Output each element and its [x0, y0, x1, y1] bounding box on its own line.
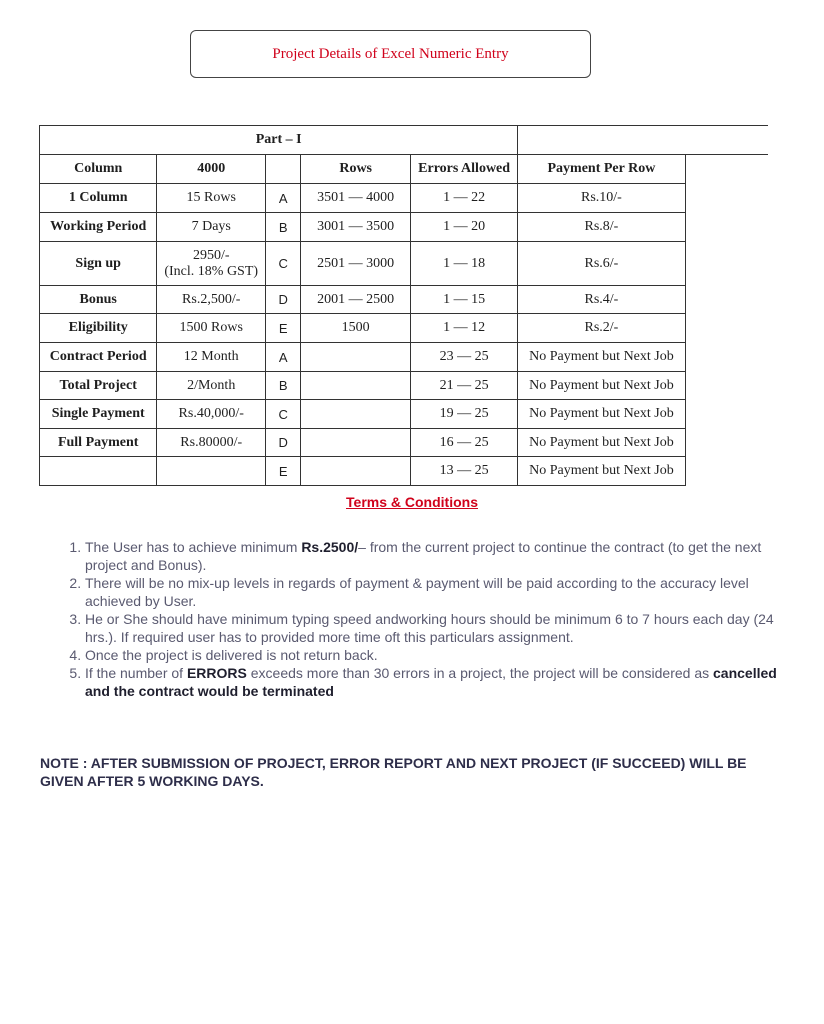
table-row	[40, 184, 769, 213]
row-level: A	[266, 184, 301, 213]
row-label: Full Payment	[40, 429, 157, 457]
table-row	[40, 286, 769, 314]
row-errors: 21 — 25	[410, 372, 517, 400]
row-label: Sign up	[40, 242, 157, 286]
header-value: 4000	[157, 155, 266, 184]
header-errors: Errors Allowed	[410, 155, 517, 184]
term-item: 1. The User has to achieve minimum Rs.2500/– from the current project to continue the contract (to get the next project and Bonus).	[85, 538, 785, 574]
table-row	[40, 343, 769, 372]
header-row	[40, 155, 769, 184]
row-value: Rs.2,500/-	[157, 286, 266, 314]
row-errors: 13 — 25	[410, 457, 517, 486]
term-item: 4. Once the project is delivered is not return back.	[85, 646, 785, 664]
term-item: 3. He or She should have minimum typing speed andworking hours should be minimum 6 to 7 hours each day (24 hrs.). If required user has to provided more time oft this particulars assignment.	[85, 610, 785, 646]
row-value: 12 Month	[157, 343, 266, 372]
row-label: Total Project	[40, 372, 157, 400]
row-level: E	[266, 457, 301, 486]
row-payment: Rs.10/-	[518, 184, 685, 213]
header-column: Column	[40, 155, 157, 184]
row-value: Rs.40,000/-	[157, 400, 266, 429]
row-level: B	[266, 213, 301, 242]
row-level: C	[266, 242, 301, 286]
table-row	[40, 242, 769, 286]
row-errors: 1 — 12	[410, 314, 517, 343]
part-label: Part – I	[40, 126, 518, 155]
row-payment: No Payment but Next Job	[518, 343, 685, 372]
row-level: C	[266, 400, 301, 429]
table-row	[40, 372, 769, 400]
table-row	[40, 457, 769, 486]
row-label: Eligibility	[40, 314, 157, 343]
row-range: 3001 — 3500	[301, 213, 411, 242]
row-range: 2001 — 2500	[301, 286, 411, 314]
part-empty-cell	[518, 126, 768, 155]
row-label: Bonus	[40, 286, 157, 314]
row-payment: No Payment but Next Job	[518, 400, 685, 429]
terms-heading: Terms & Conditions	[346, 494, 478, 510]
row-range	[301, 400, 411, 429]
row-label	[40, 457, 157, 486]
table-row	[40, 314, 769, 343]
row-range	[301, 372, 411, 400]
row-payment: Rs.4/-	[518, 286, 685, 314]
row-errors: 19 — 25	[410, 400, 517, 429]
row-range: 1500	[301, 314, 411, 343]
row-range: 3501 — 4000	[301, 184, 411, 213]
header-rows: Rows	[301, 155, 411, 184]
row-level: A	[266, 343, 301, 372]
row-errors: 1 — 20	[410, 213, 517, 242]
document-title: Project Details of Excel Numeric Entry	[190, 30, 591, 78]
row-range	[301, 457, 411, 486]
row-level: B	[266, 372, 301, 400]
row-value: 1500 Rows	[157, 314, 266, 343]
row-value	[157, 457, 266, 486]
submission-note: NOTE : AFTER SUBMISSION OF PROJECT, ERROR REPORT AND NEXT PROJECT (IF SUCCEED) WILL BE GIVEN AFTER 5 WORKING DAYS.	[40, 755, 747, 789]
row-payment: Rs.6/-	[518, 242, 685, 286]
row-payment: No Payment but Next Job	[518, 372, 685, 400]
row-level: D	[266, 286, 301, 314]
row-errors: 16 — 25	[410, 429, 517, 457]
row-range	[301, 429, 411, 457]
row-payment: Rs.8/-	[518, 213, 685, 242]
row-range	[301, 343, 411, 372]
project-details-table	[39, 125, 768, 486]
row-payment: Rs.2/-	[518, 314, 685, 343]
row-value-line: 2950/-	[192, 247, 230, 263]
header-payment: Payment Per Row	[518, 155, 685, 184]
header-level	[266, 155, 301, 184]
row-label: Single Payment	[40, 400, 157, 429]
row-value	[157, 242, 266, 286]
row-errors: 1 — 15	[410, 286, 517, 314]
row-errors: 1 — 18	[410, 242, 517, 286]
table-row	[40, 400, 769, 429]
term-item: 2. There will be no mix-up levels in regards of payment & payment will be paid according to the accuracy level achieved by User.	[85, 574, 785, 610]
row-errors: 23 — 25	[410, 343, 517, 372]
part-row	[40, 126, 769, 155]
terms-list	[40, 538, 785, 700]
row-label: 1 Column	[40, 184, 157, 213]
row-value-note: (Incl. 18% GST)	[164, 263, 259, 279]
row-label: Contract Period	[40, 343, 157, 372]
row-value: Rs.80000/-	[157, 429, 266, 457]
row-label: Working Period	[40, 213, 157, 242]
row-value: 2/Month	[157, 372, 266, 400]
row-value: 15 Rows	[157, 184, 266, 213]
row-payment: No Payment but Next Job	[518, 429, 685, 457]
table-row	[40, 213, 769, 242]
row-value: 7 Days	[157, 213, 266, 242]
term-item: 5. If the number of ERRORS exceeds more than 30 errors in a project, the project will be considered as cancelled and the contract would be terminated	[85, 664, 785, 700]
row-level: D	[266, 429, 301, 457]
table-row	[40, 429, 769, 457]
row-payment: No Payment but Next Job	[518, 457, 685, 486]
row-range: 2501 — 3000	[301, 242, 411, 286]
row-level: E	[266, 314, 301, 343]
row-errors: 1 — 22	[410, 184, 517, 213]
